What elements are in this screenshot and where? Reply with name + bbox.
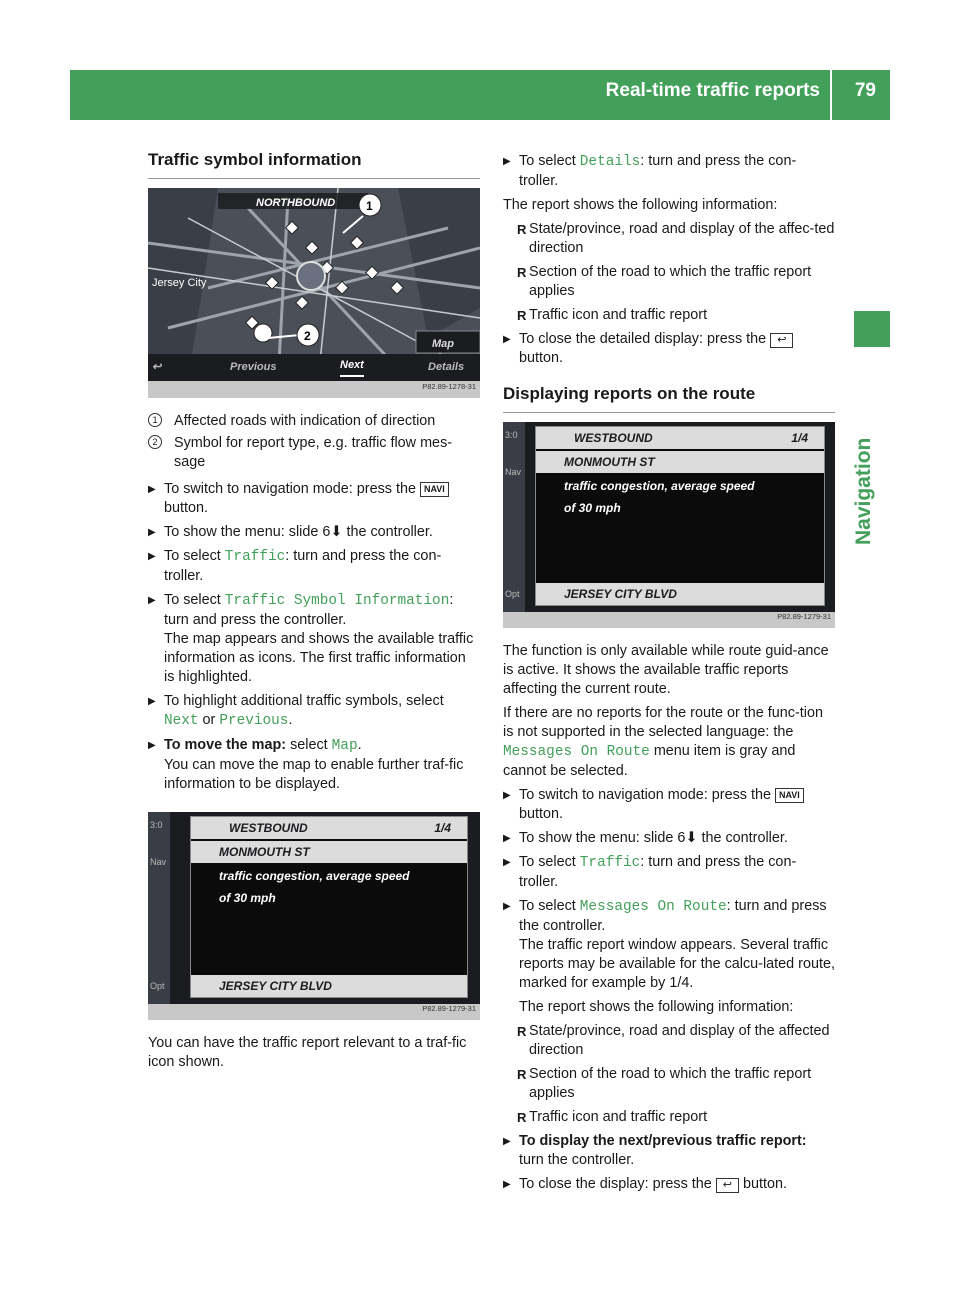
back-icon[interactable]: ↩ xyxy=(152,361,162,373)
legend-item-2: 2 Symbol for report type, e.g. traffic flow mes-sage xyxy=(148,434,480,472)
navi-key-icon: NAVI xyxy=(420,482,449,497)
legend-item-1: 1 Affected roads with indication of direction xyxy=(148,412,480,431)
route-report-screen xyxy=(503,422,835,612)
report-header: WESTBOUND 1/4 xyxy=(191,817,467,839)
step-close-display: ▶ To close the display: press the ↩ button. xyxy=(503,1175,835,1194)
menu-traffic: Traffic xyxy=(224,549,286,565)
report-end-street: JERSEY CITY BLVD xyxy=(536,583,824,605)
report-message-line2: of 30 mph xyxy=(219,891,276,905)
report-window xyxy=(190,816,468,998)
menu-next: Next xyxy=(164,713,199,729)
closing-paragraph: You can have the traffic report relevant to a traf-fic icon shown. xyxy=(148,1035,467,1070)
step-navi: ▶ To switch to navigation mode: press the NAVI button. xyxy=(148,480,480,518)
map-button[interactable]: Map xyxy=(432,338,454,350)
report-window xyxy=(535,426,825,606)
navi-key-icon: NAVI xyxy=(775,788,804,803)
report-screen xyxy=(148,812,480,1004)
step-next-previous: ▶ To display the next/previous traffic report: turn the controller. xyxy=(503,1132,835,1170)
report-screenshot xyxy=(148,812,480,1020)
section-heading: Traffic symbol information xyxy=(148,150,480,179)
number-1-icon: 1 xyxy=(148,413,162,427)
report-street: MONMOUTH ST xyxy=(191,841,467,863)
figure-code: P82.89-1279-31 xyxy=(777,612,831,621)
figure-code: P82.89-1279-31 xyxy=(422,1004,476,1013)
left-column xyxy=(148,150,480,1072)
step-close-details: ▶ To close the detailed display: press the ↩ button. xyxy=(503,330,835,368)
menu-map: Map xyxy=(331,738,358,754)
step-show-menu: ▶ To show the menu: slide 6⬇ the controller. xyxy=(148,523,480,542)
side-tab-marker xyxy=(854,311,890,347)
step-select-traffic: ▶ To select Traffic: turn and press the con-troller. xyxy=(503,853,835,892)
map-place-label: Jersey City xyxy=(152,277,207,289)
map-screen xyxy=(148,188,480,381)
step-highlight: ▶ To highlight additional traffic symbols, select Next or Previous. xyxy=(148,692,480,731)
intro-text: The report shows the following information: xyxy=(503,197,778,213)
step-move-map: ▶ To move the map: select Map. You can move the map to enable further traf-fic information to be displayed. xyxy=(148,736,480,794)
report-message-line2: of 30 mph xyxy=(564,501,621,515)
paragraph-availability: The function is only available while route guid-ance is active. It shows the available traffic reports affecting the current route. xyxy=(503,643,829,697)
report-street: MONMOUTH ST xyxy=(536,451,824,473)
details-button[interactable]: Details xyxy=(428,361,465,373)
right-column xyxy=(503,152,835,1199)
menu-traffic-symbol-information: Traffic Symbol Information xyxy=(224,593,450,609)
step-select-traffic: ▶ To select Traffic: turn and press the con-troller. xyxy=(148,547,480,586)
bullet-item: R Traffic icon and traffic report xyxy=(503,1108,835,1127)
left-strip: 3:0 Nav Opt xyxy=(148,812,170,1004)
number-2-icon: 2 xyxy=(148,435,162,449)
controller-slide-icon: 6 xyxy=(322,524,331,540)
map-direction-label: NORTHBOUND xyxy=(256,197,336,209)
section-title: Real-time traffic reports xyxy=(605,80,820,101)
back-key-icon: ↩ xyxy=(770,333,793,348)
step-select-details: ▶ To select Details: turn and press the con-troller. xyxy=(503,152,835,191)
report-header: WESTBOUND 1/4 xyxy=(536,427,824,449)
bullet-item: R State/province, road and display of the affec-ted direction xyxy=(503,220,835,258)
bullet-item: R State/province, road and display of the affected direction xyxy=(503,1022,835,1060)
bullet-item: R Traffic icon and traffic report xyxy=(503,306,835,325)
header-divider xyxy=(830,70,832,120)
step-select-messages-on-route: ▶ To select Messages On Route: turn and press the controller. The traffic report window appears. Several traffic reports may be available for the calcu-lated route, marked for example by 1/4. The report shows the following information: xyxy=(503,897,835,1017)
map-screenshot xyxy=(148,188,480,398)
bullet-item: R Section of the road to which the traffic report applies xyxy=(503,1065,835,1103)
controller-slide-icon: 6 xyxy=(677,830,686,846)
previous-button[interactable]: Previous xyxy=(230,361,277,373)
route-report-screenshot xyxy=(503,422,835,628)
left-strip: 3:0 Nav Opt xyxy=(503,422,525,612)
step-navi: ▶ To switch to navigation mode: press the NAVI button. xyxy=(503,786,835,824)
back-key-icon: ↩ xyxy=(716,1178,739,1193)
step-show-menu: ▶ To show the menu: slide 6⬇ the controller. xyxy=(503,829,835,848)
figure-code: P82.89-1278-31 xyxy=(422,382,476,391)
menu-details: Details xyxy=(579,154,641,170)
page-number: 79 xyxy=(854,80,876,101)
menu-messages-on-route: Messages On Route xyxy=(579,899,727,915)
menu-traffic: Traffic xyxy=(579,855,641,871)
next-button[interactable]: Next xyxy=(340,356,364,377)
report-message-line1: traffic congestion, average speed xyxy=(219,869,410,883)
callout-1: 1 xyxy=(366,199,373,213)
paragraph-no-reports: If there are no reports for the route or the func-tion is not supported in the selected language: the Messages On Route menu item is gray and cannot be selected. xyxy=(503,705,823,779)
step-select-symbol-info: ▶ To select Traffic Symbol Information: turn and press the controller. The map appears and shows the available traffic information as icons. The first traffic information is highlighted. xyxy=(148,591,480,687)
menu-previous: Previous xyxy=(219,713,289,729)
report-message-line1: traffic congestion, average speed xyxy=(564,479,755,493)
menu-messages-on-route: Messages On Route xyxy=(503,744,650,760)
report-end-street: JERSEY CITY BLVD xyxy=(191,975,467,997)
side-tab-label: Navigation xyxy=(852,437,875,545)
page-header xyxy=(70,70,890,120)
section-heading: Displaying reports on the route xyxy=(503,384,835,413)
callout-2: 2 xyxy=(304,329,311,343)
bullet-item: R Section of the road to which the traffic report applies xyxy=(503,263,835,301)
